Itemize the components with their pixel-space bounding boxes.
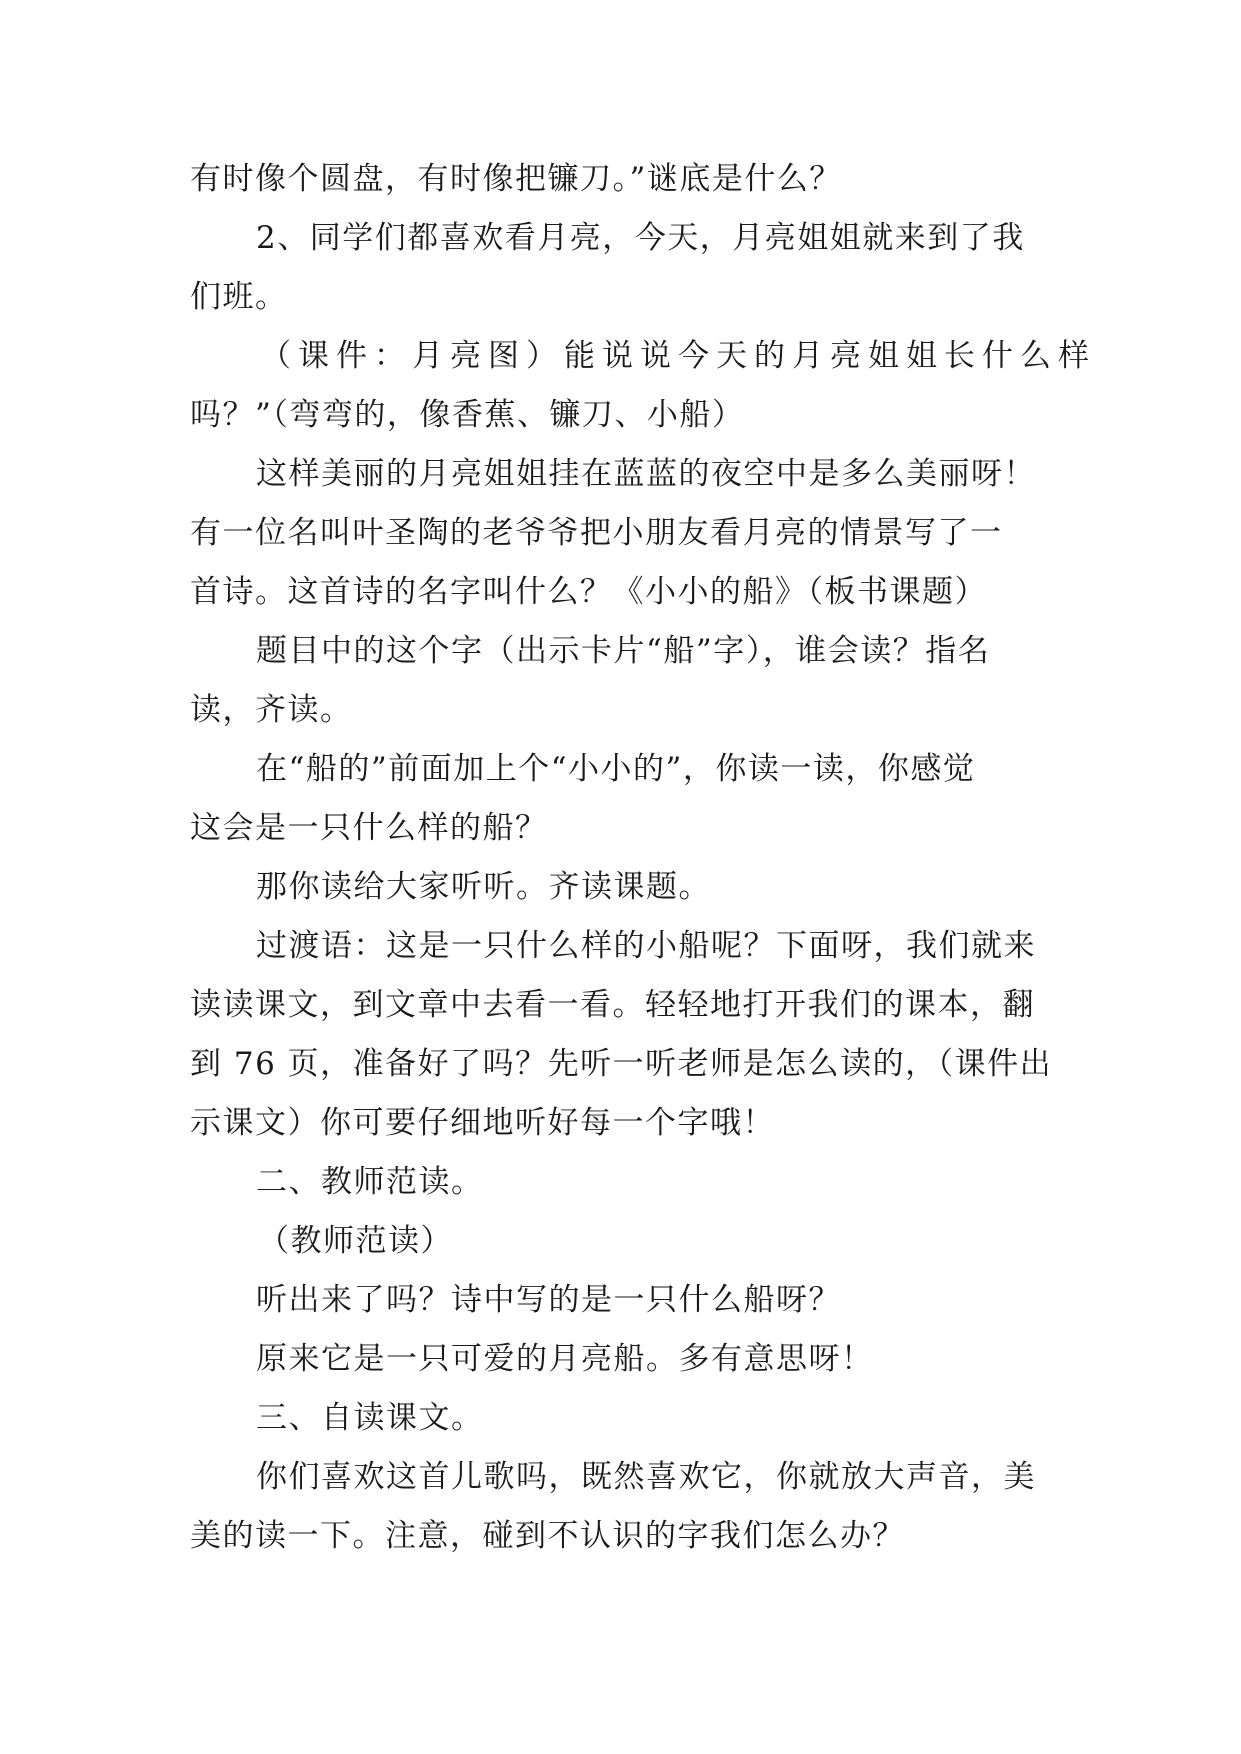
text-line: 题目中的这个字（出示卡片“船”字），谁会读？指名: [256, 633, 991, 669]
text-line: 那你读给大家听听。齐读课题。: [256, 869, 711, 905]
section-heading: 三、自读课文。: [256, 1400, 484, 1436]
text-line: 过渡语：这是一只什么样的小船呢？下面呀，我们就来: [256, 928, 1036, 964]
text-line: 吗？”（弯弯的，像香蕉、镰刀、小船）: [190, 397, 745, 433]
text-line: 你们喜欢这首儿歌吗，既然喜欢它，你就放大声音，美: [256, 1459, 1036, 1495]
text-line: 读读课文，到文章中去看一看。轻轻地打开我们的课本，翻: [190, 987, 1035, 1023]
text-line: 2、同学们都喜欢看月亮，今天，月亮姐姐就来到了我: [256, 220, 1025, 256]
text-line: 首诗。这首诗的名字叫什么？《小小的船》（板书课题）: [190, 574, 987, 610]
text-line: 示课文）你可要仔细地听好每一个字哦！: [190, 1105, 775, 1141]
section-heading: 二、教师范读。: [256, 1164, 484, 1200]
text-line: 在“船的”前面加上个“小小的”，你读一读，你感觉: [256, 751, 976, 787]
text-line: （课件：月亮图）能说说今天的月亮姐姐长什么样: [260, 338, 1096, 374]
text-line: 有一位名叫叶圣陶的老爷爷把小朋友看月亮的情景写了一: [190, 515, 1003, 551]
text-line: 们班。: [190, 279, 288, 315]
text-line: 美的读一下。注意，碰到不认识的字我们怎么办？: [190, 1518, 905, 1554]
text-line: 这会是一只什么样的船？: [190, 810, 548, 846]
text-line: 有时像个圆盘，有时像把镰刀。”谜底是什么？: [190, 161, 842, 197]
text-line: 听出来了吗？诗中写的是一只什么船呀？: [256, 1282, 841, 1318]
document-body: [190, 150, 1096, 1566]
text-line: 原来它是一只可爱的月亮船。多有意思呀！: [256, 1341, 874, 1377]
text-line: 这样美丽的月亮姐姐挂在蓝蓝的夜空中是多么美丽呀！: [256, 456, 1036, 492]
text-line: 到 76 页，准备好了吗？先听一听老师是怎么读的，（课件出: [190, 1046, 1053, 1082]
text-line: （教师范读）: [258, 1223, 453, 1259]
text-line: 读，齐读。: [190, 692, 353, 728]
